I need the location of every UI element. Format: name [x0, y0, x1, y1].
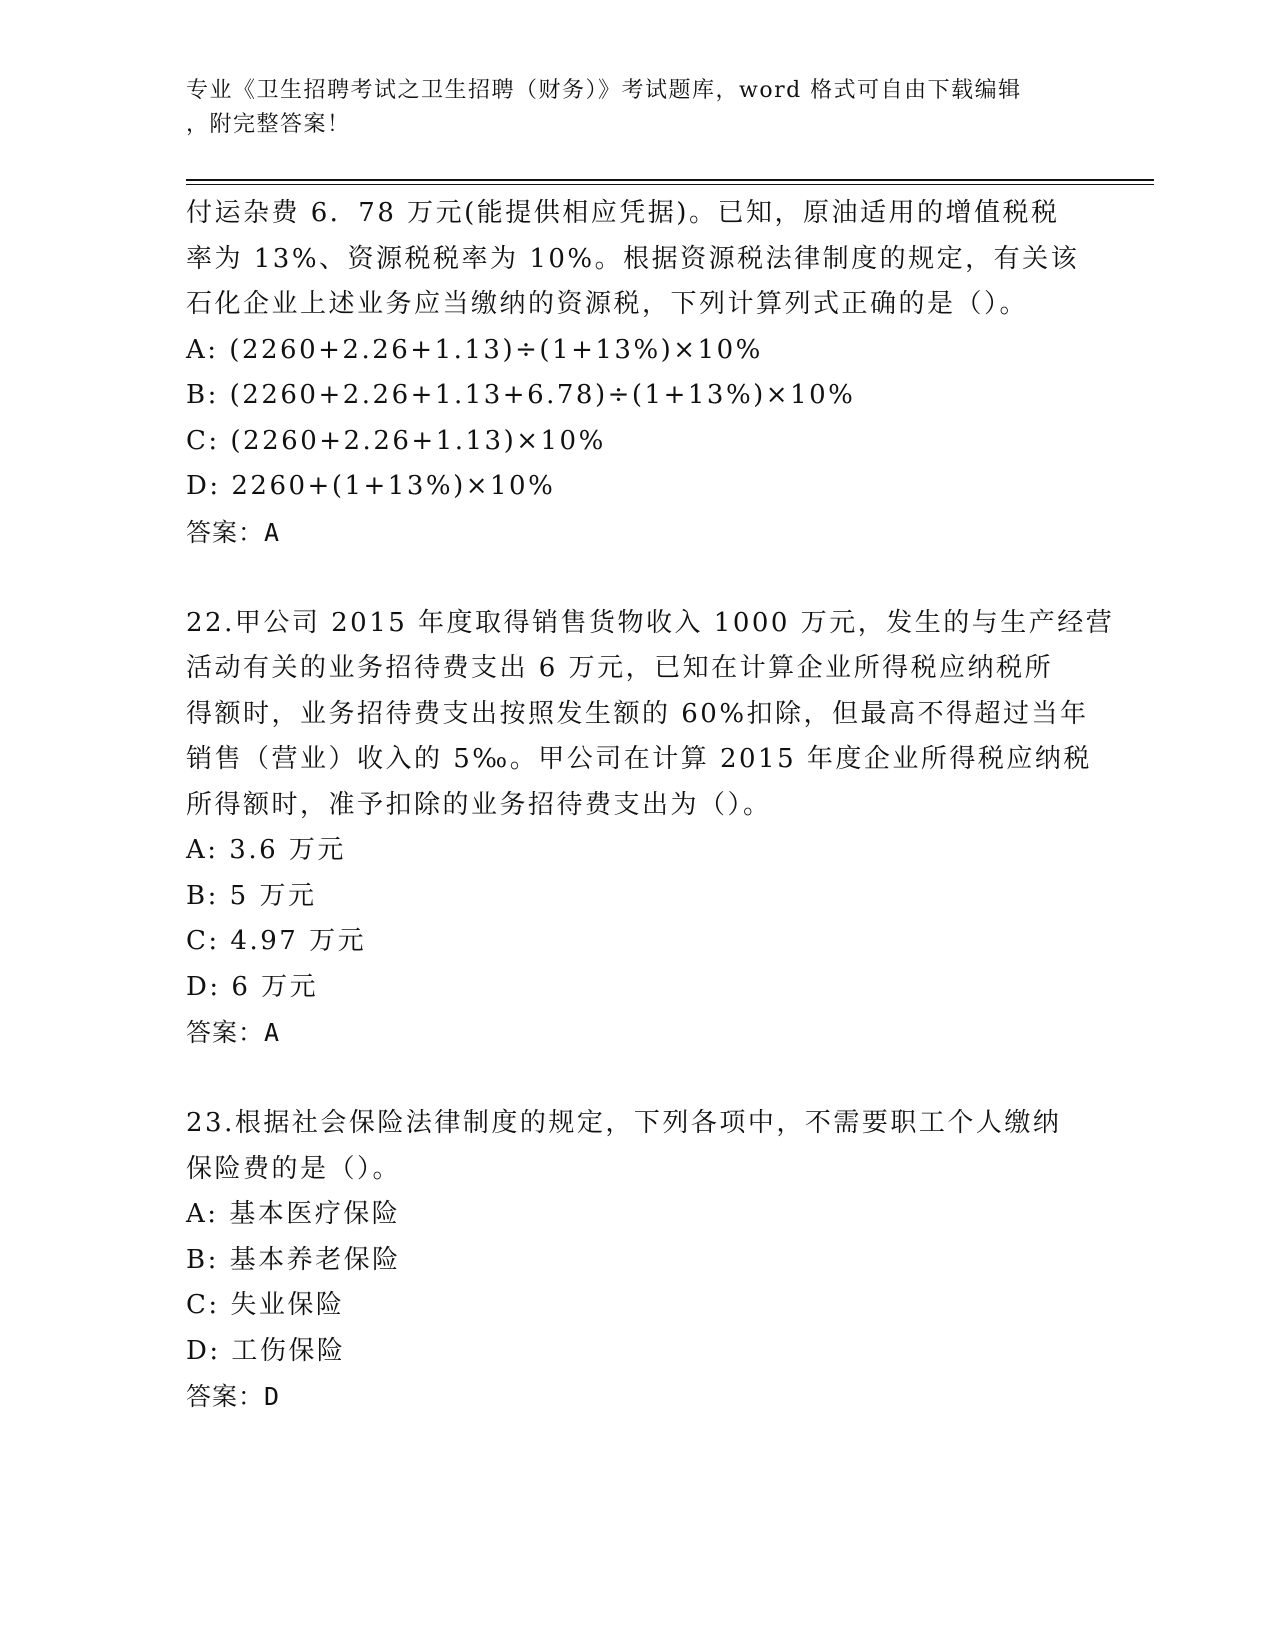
- question-stem-line: 22.甲公司 2015 年度取得销售货物收入 1000 万元，发生的与生产经营: [186, 607, 1115, 638]
- option-b: B: 基本养老保险: [186, 1244, 401, 1275]
- header-line-1: 专业《卫生招聘考试之卫生招聘（财务）》考试题库，word 格式可自由下载编辑: [186, 78, 1022, 103]
- question-stem-line: 活动有关的业务招待费支出 6 万元，已知在计算企业所得税应纳税所: [186, 653, 1054, 683]
- question-stem-line: 付运杂费 6．78 万元(能提供相应凭据)。已知，原油适用的增值税税: [186, 198, 1060, 228]
- option-c: C: (2260+2.26+1.13)×10%: [186, 425, 606, 456]
- header-line-2: ，附完整答案！: [186, 112, 351, 137]
- header-divider-thick: [186, 179, 1154, 181]
- option-d: D: 6 万元: [186, 971, 319, 1002]
- question-content: [186, 191, 1115, 1420]
- question-stem-line: 石化企业上述业务应当缴纳的资源税，下列计算列式正确的是（）。: [186, 289, 1029, 319]
- spacer: [186, 1056, 1086, 1102]
- option-d: D: 2260+(1+13%)×10%: [186, 471, 556, 501]
- question-stem-line: 率为 13%、资源税税率为 10%。根据资源税法律制度的规定，有关该: [186, 243, 1080, 274]
- spacer: [186, 555, 1086, 601]
- option-a: A: (2260+2.26+1.13)÷(1+13%)×10%: [186, 334, 763, 365]
- answer-line: 答案：A: [186, 517, 281, 547]
- question-21: [186, 191, 1086, 555]
- question-stem-line: 保险费的是（）。: [186, 1153, 402, 1184]
- option-b: B: (2260+2.26+1.13+6.78)÷(1+13%)×10%: [186, 380, 856, 410]
- question-stem-line: 得额时，业务招待费支出按照发生额的 60%扣除，但最高不得超过当年: [186, 698, 1089, 729]
- header-divider-thin: [186, 184, 1154, 185]
- option-c: C: 4.97 万元: [186, 926, 367, 956]
- document-header: [186, 74, 1086, 142]
- question-23: [186, 1101, 1086, 1420]
- answer-line: 答案：A: [186, 1018, 281, 1047]
- option-a: A: 基本医疗保险: [186, 1199, 401, 1229]
- option-a: A: 3.6 万元: [186, 835, 346, 865]
- option-b: B: 5 万元: [186, 880, 317, 911]
- question-22: [186, 601, 1115, 1056]
- question-stem-line: 销售（营业）收入的 5‰。甲公司在计算 2015 年度企业所得税应纳税: [186, 744, 1092, 774]
- question-stem-line: 23.根据社会保险法律制度的规定，下列各项中，不需要职工个人缴纳: [186, 1108, 1062, 1138]
- question-stem-line: 所得额时，准予扣除的业务招待费支出为（）。: [186, 789, 772, 820]
- option-c: C: 失业保险: [186, 1290, 345, 1320]
- answer-line: 答案：D: [186, 1382, 281, 1411]
- option-d: D: 工伤保险: [186, 1335, 346, 1366]
